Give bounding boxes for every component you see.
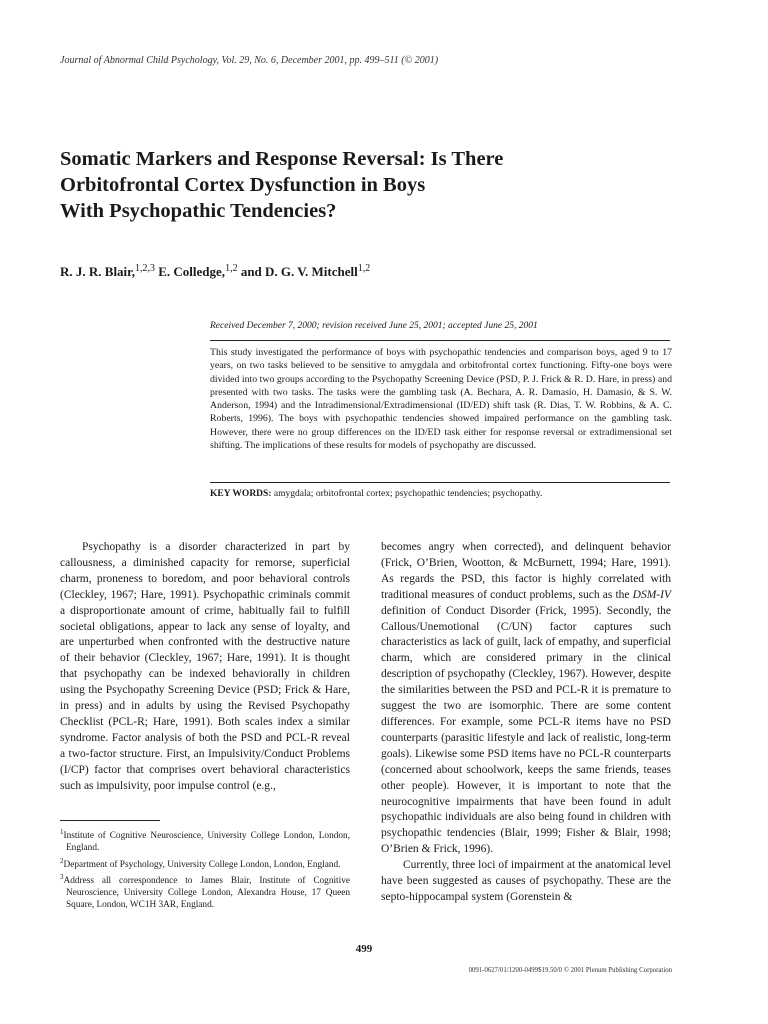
author-affiliation: 1,2: [357, 263, 371, 274]
author-name: E. Colledge,: [155, 264, 226, 279]
body-text-italic: DSM-IV: [632, 588, 671, 601]
body-column-left: [60, 540, 350, 795]
footnote: [60, 855, 350, 871]
author-affiliation: 1,2: [225, 263, 238, 274]
received-dates: Received December 7, 2000; revision received June 25, 2001; accepted June 25, 2001: [210, 321, 538, 331]
keywords-text: amygdala; orbitofrontal cortex; psychopathic tendencies; psychopathy.: [271, 489, 543, 499]
footnote: [60, 871, 350, 912]
footnote-number: 3: [60, 872, 64, 881]
author-affiliation: 1,2,3: [135, 263, 155, 274]
abstract: This study investigated the performance of boys with psychopathic tendencies and comparison boys, aged 9 to 17 years, on two tasks believed to be sensitive to amygdala and orbitofrontal cortex functioning. Fifty-one boys were divided into two groups according to the Psychopathy Screening Device (PSD, P. J. Frick & R. D. Hare, in press) and presented with two tasks. The tasks were the gambling task (A. Bechara, A. R. Damasio, H. Damasio, & S. W. Anderson, 1994) and the Intradimensional/Extradimensional (ID/ED) shift task (R. Dias, T. W. Robbins, & A. C. Roberts, 1996). The boys with psychopathic tendencies showed impaired performance on the gambling task. However, there were no group differences on the ID/ED task either for response reversal or extradimensional set shifting. The implications of these results for models of psychopathy are discussed.: [210, 347, 672, 452]
body-text: definition of Conduct Disorder (Frick, 1995). Secondly, the Callous/Unemotional (C/UN) factor captures such characteristics as lack of guilt, lack of empathy, and superficial charm, which are considered primary in the clinical description of psychopathy (Cleckley, 1967). However, despite the similarities between the PSD and PCL-R it is premature to suggest the two are isomorphic. There are some content differences. For example, some PCL-R items have no PSD counterparts (parasitic lifestyle and lack of realistic, long-term goals). Likewise some PSD items have no PCL-R counterparts (concerned about schoolwork, keeps the same friends, teases other people). However, it is important to note that the neurocognitive impairments that have been found in adult psychopathic individuals are also being found in children with psychopathic tendencies (Blair, 1999; Fisher & Blair, 1998; O’Brien & Frick, 1996).: [381, 604, 671, 856]
body-paragraph: Psychopathy is a disorder characterized in part by callousness, a diminished capacity for remorse, superficial charm, proneness to boredom, and poor behavioral controls (Cleckley, 1967; Hare, 1991). Psychopathic criminals commit a disproportionate amount of crime, habitually fail to fulfill societal obligations, appear to lack any sense of loyalty, and are unperturbed when confronted with the destructive nature of their behavior (Cleckley, 1967; Hare, 1991). It is thought that psychopathy can be indexed behaviorally in children using the Psychopathy Screening Device (PSD; Frick & Hare, in press) and in adults by using the Revised Psychopathy Checklist (PCL-R; Hare, 1991). Both scales index a similar syndrome. Factor analysis of both the PSD and PCL-R reveal a two-factor structure. First, an Impulsivity/Conduct Problems (I/CP) factor that comprises overt behavioral characteristics such as impulsivity, poor impulse control (e.g.,: [60, 541, 350, 792]
author-list: [60, 263, 370, 280]
footnotes: [60, 826, 350, 912]
author-name: and D. G. V. Mitchell: [237, 264, 358, 279]
footnote-text: Department of Psychology, University College London, London, England.: [63, 859, 341, 870]
body-column-right: [381, 540, 671, 906]
body-paragraph: Currently, three loci of impairment at the anatomical level have been suggested as causes of psychopathy. These are the septo-hippocampal system (Gorenstein &: [381, 859, 671, 903]
journal-citation: Journal of Abnormal Child Psychology, Vol. 29, No. 6, December 2001, pp. 499–511 (© 2001): [60, 55, 439, 66]
author-name: R. J. R. Blair,: [60, 264, 135, 279]
footnote-number: 2: [60, 856, 64, 865]
body-text: becomes angry when corrected), and delinquent behavior (Frick, O’Brien, Wootton, & McBurnett, 1994; Hare, 1991). As regards the PSD, this factor is highly correlated with traditional measures of conduct problems, such as the: [381, 541, 671, 601]
abstract-bottom-rule: [210, 482, 670, 483]
title-line: Orbitofrontal Cortex Dysfunction in Boys: [60, 174, 426, 196]
footnote-rule: [60, 820, 160, 821]
copyright-line: 0091-0627/01/1200-0499$19.50/0 © 2001 Plenum Publishing Corporation: [468, 967, 672, 974]
footnote: [60, 826, 350, 855]
abstract-top-rule: [210, 340, 670, 341]
title-line: Somatic Markers and Response Reversal: Is There: [60, 148, 504, 170]
footnote-text: Address all correspondence to James Blair, Institute of Cognitive Neuroscience, University College London, Alexandra House, 17 Queen Square, London, WC1H 3AR, England.: [63, 875, 350, 911]
page-number: 499: [355, 943, 373, 955]
footnote-number: 1: [60, 828, 64, 836]
keywords: [210, 489, 672, 499]
article-title: [60, 146, 680, 224]
keywords-label: KEY WORDS:: [210, 489, 272, 499]
body-paragraph: [381, 540, 671, 858]
title-line: With Psychopathic Tendencies?: [60, 200, 337, 222]
footnote-text: Institute of Cognitive Neuroscience, University College London, London, England.: [63, 831, 350, 854]
